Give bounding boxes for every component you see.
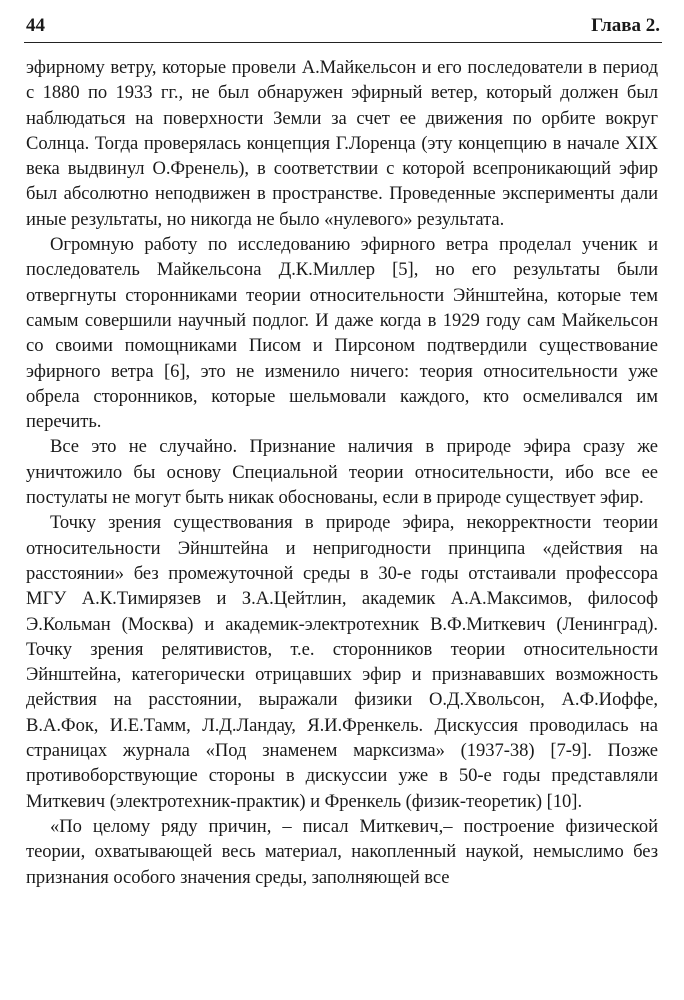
header-rule <box>24 42 662 43</box>
paragraph-continued: эфирному ветру, которые провели А.Майкельсон и его последователи в период с 1880 по 1933 гг., не был обнаружен эфирный ветер, который должен был наблюдаться на поверхности Земли за счет ее движения по орбите вокруг Солнца. Тогда проверялась концепция Г.Лоренца (эту концепцию в начале XIX века выдвинул О.Френель), в соответствии с которой всепроникающий эфир был абсолютно неподвижен в пространстве. Проведенные эксперименты дали иные результаты, но никогда не было «нулевого» результата. <box>26 57 658 230</box>
chapter-title: Глава 2. <box>591 15 660 36</box>
paragraph-quote: «По целому ряду причин, – писал Миткевич,– построение физической теории, охватывающей весь материал, накопленный наукой, немыслимо без признания особого значения среды, заполняющей все <box>26 815 658 888</box>
paragraph: Точку зрения существования в природе эфира, некорректности теории относительности Эйнштейна и непригодности принципа «действия на расстоянии» без промежуточной среды в 30-е годы отстаивали профессора МГУ А.К.Тимирязев и З.А.Цейтлин, академик А.А.Максимов, философ Э.Кольман (Москва) и академик-электротехник В.Ф.Миткевич (Ленинград). Точку зрения релятивистов, т.е. сторонников теории относительности Эйнштейна, категорически отрицавших эфир и признававших возможность действия на расстоянии, выражали физики О.Д.Хвольсон, А.Ф.Иоффе, В.А.Фок, И.Е.Тамм, Л.Д.Ландау, Я.И.Френкель. Дискуссия проводилась на страницах журнала «Под знаменем марксизма» (1937-38) [7-9]. Позже противоборствующие стороны в дискуссии уже в 50-е годы представляли Миткевич (электротехник-практик) и Френкель (физик-теоретик) [10]. <box>26 512 658 812</box>
running-header <box>26 14 660 38</box>
body-text <box>26 55 658 890</box>
paragraph: Все это не случайно. Признание наличия в природе эфира сразу же уничтожило бы основу Специальной теории относительности, ибо все ее постулаты не могут быть никак обоснованы, если в природе существует эфир. <box>26 436 658 509</box>
paragraph: Огромную работу по исследованию эфирного ветра проделал ученик и последователь Майкельсона Д.К.Миллер [5], но его результаты были отвергнуты сторонниками теории относительности Эйнштейна, которые тем самым совершили научный подлог. И даже когда в 1929 году сам Майкельсон со своими помощниками Писом и Пирсоном подтвердили существование эфирного ветра [6], это не изменило ничего: теория относительности уже обрела сторонников, которые шельмовали каждого, кто осмеливался им перечить. <box>26 234 658 433</box>
page-number: 44 <box>26 15 45 36</box>
